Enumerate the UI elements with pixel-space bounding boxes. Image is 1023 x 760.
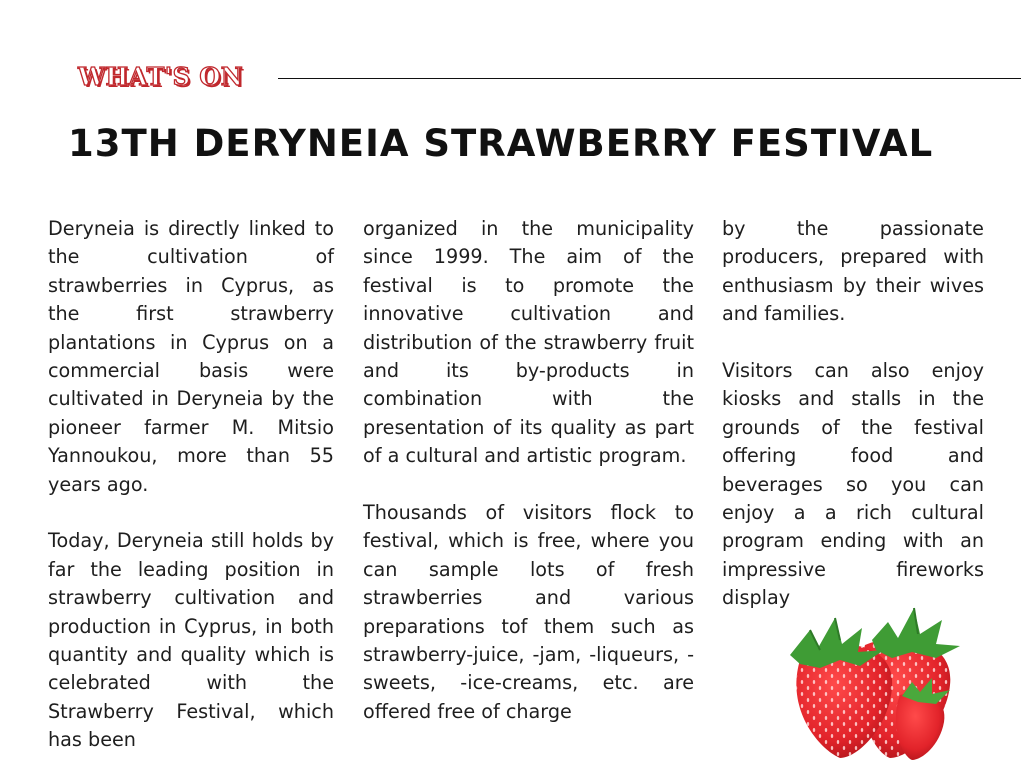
paragraph: by the passionate producers, prepared with enthusiasm by their wives and families. [722,217,984,326]
paragraph: Thousands of visitors flock to festival, which is free, where you can sample lots of fresh strawberries and various preparations tof them such as strawberry-juice, -jam, -liqueurs, -sweets, -ice-creams, etc. are offered free of charge [363,501,694,723]
paragraph: organized in the municipality since 1999. The aim of the festival is to promote the innovative cultivation and distribution of the strawberry fruit and its by-products in combination with the presentation of its quality as part of a cultural and artistic program. [363,217,694,468]
article-column-3 [722,215,984,613]
section-kicker: WHAT'S ON [78,62,244,91]
article-column-1 [48,215,334,755]
paragraph: Deryneia is directly linked to the cultivation of strawberries in Cyprus, as the first strawberry plantations in Cyprus on a commercial basis were cultivated in Deryneia by the pioneer farmer M. Mitsio Yannoukou, more than 55 years ago. [48,217,334,496]
header-divider [278,78,1021,79]
paragraph: Visitors can also enjoy kiosks and stalls in the grounds of the festival offering food and beverages so you can enjoy a a rich cultural program ending with an impressive fireworks display [722,359,984,610]
paragraph: Today, Deryneia still holds by far the leading position in strawberry cultivation and production in Cyprus, in both quantity and quality which is celebrated with the Strawberry Festival, which has been [48,529,334,752]
article-column-2 [363,215,694,726]
strawberry-icon [780,600,975,760]
article-title: 13TH DERYNEIA STRAWBERRY FESTIVAL [68,122,934,165]
